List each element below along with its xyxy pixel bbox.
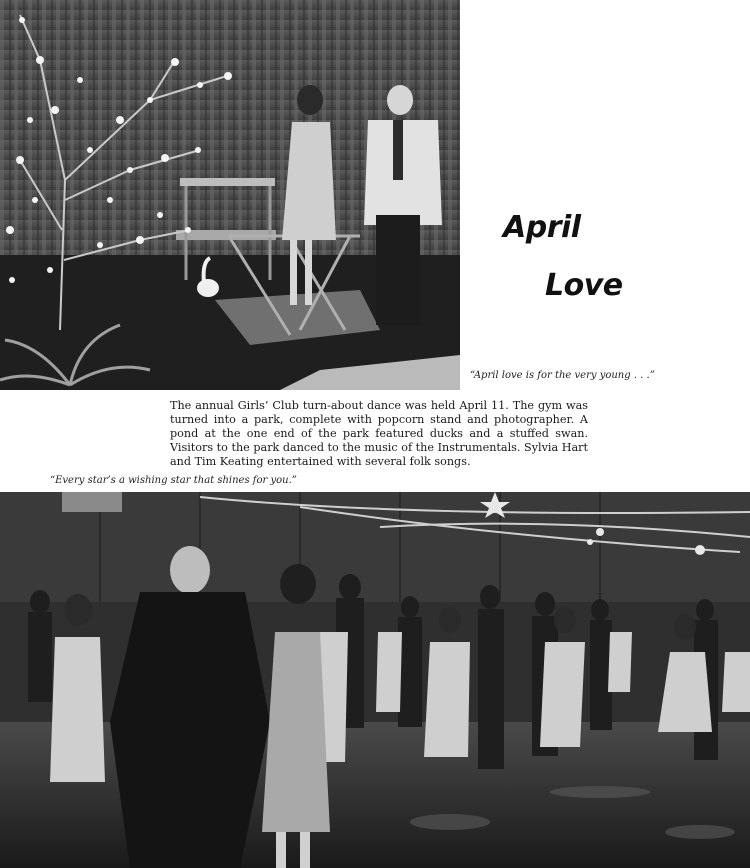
gym-dance-photo — [0, 492, 750, 868]
title-love: Love — [545, 268, 623, 303]
stage-couple-photo — [0, 0, 460, 390]
caption-top: “April love is for the very young . . .” — [470, 370, 655, 381]
title-april: April — [503, 210, 581, 245]
caption-bottom: “Every star’s a wishing star that shines for you.” — [50, 475, 297, 486]
article-body: The annual Girls’ Club turn-about dance was held April 11. The gym was turned into a park, complete with popcorn stand and photographer. A pond at the one end of the park featured ducks and a stuffed swan. Visitors to the park danced to the music of the Instrumentals. Sylvia Hart and Tim Keating entertained with several folk songs. — [170, 399, 588, 468]
